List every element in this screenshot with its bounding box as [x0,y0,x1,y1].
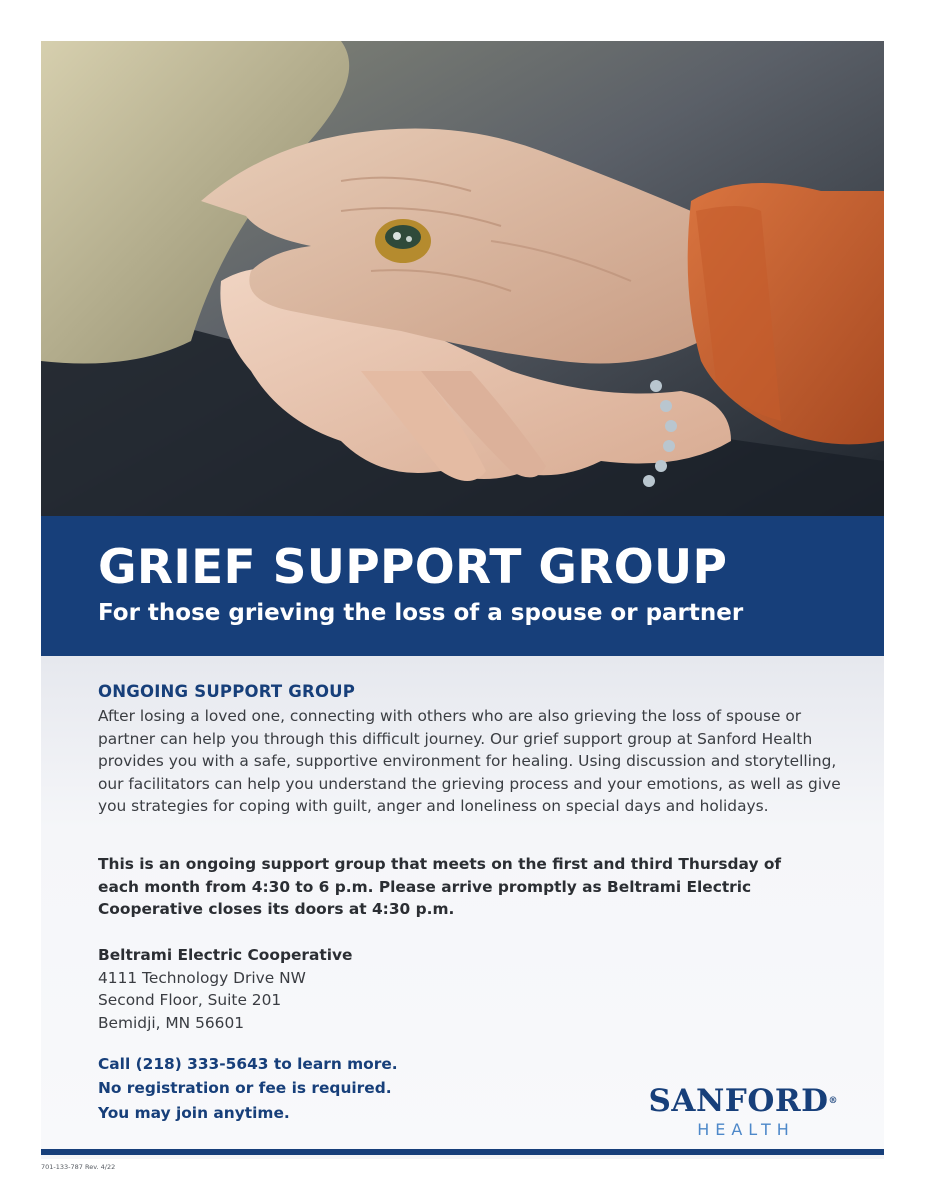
suite-address: Second Floor, Suite 201 [98,991,282,1010]
schedule-paragraph: This is an ongoing support group that meets on the first and third Thursday of each month from 4:30 to 6 p.m. Please arrive promptly as Beltrami Electric Cooperative closes its doors at 4:30 p.m. [98,855,782,919]
registered-mark: ® [828,1096,838,1106]
phone-line: Call (218) 333-5643 to learn more. [98,1055,398,1073]
title-banner [41,516,884,656]
logo-wordmark [633,1084,853,1118]
intro-paragraph: After losing a loved one, connecting with others who are also grieving the loss of spouse or partner can help you through this difficult journey. Our grief support group at Sanford Health provides you with a safe, supportive environment for healing. Using discussion and storytelling, our facilitators can help you understand the grieving process and your emotions, as well as give you strategies for coping with guilt, anger and loneliness on special days and holidays. [98,707,841,816]
page-title: GRIEF SUPPORT GROUP [98,540,728,595]
page-subtitle: For those grieving the loss of a spouse or partner [98,600,744,626]
document-code: 701-133-787 Rev. 4/22 [41,1163,116,1171]
registration-note: No registration or fee is required. [98,1079,392,1098]
street-address: 4111 Technology Drive NW [98,968,306,987]
logo-subtitle: HEALTH [697,1120,795,1139]
venue-name: Beltrami Electric Cooperative [98,946,353,964]
section-heading: ONGOING SUPPORT GROUP [98,682,356,701]
join-note: You may join anytime. [98,1103,290,1122]
sanford-health-logo [633,1084,853,1140]
city-address: Bemidji, MN 56601 [98,1013,245,1032]
holding-hands-photo [41,41,884,516]
bottom-rule [41,1149,884,1155]
address-block [98,944,352,1034]
call-to-action [98,1052,398,1125]
flyer [41,41,884,1159]
content-area [41,656,884,1149]
logo-name-text: SANFORD [648,1083,829,1119]
